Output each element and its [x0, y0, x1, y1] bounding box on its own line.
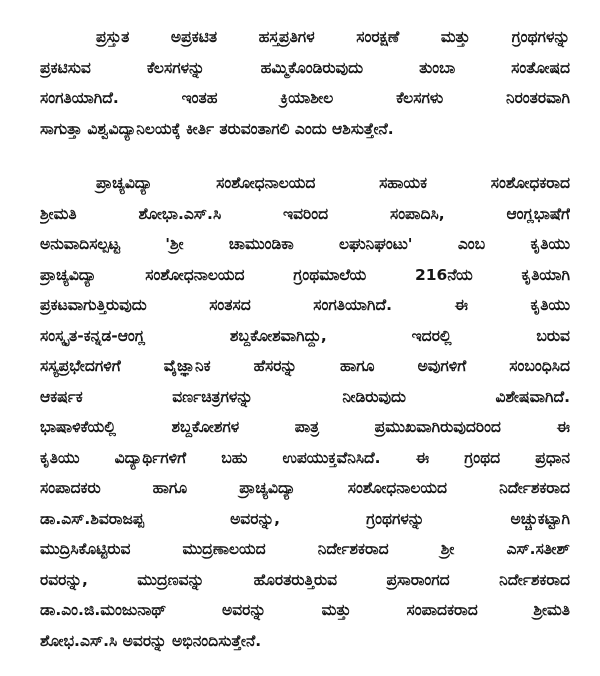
text-line: ಪ್ರಕಟವಾಗುತ್ತಿರುವುದು ಸಂತಸದ ಸಂಗತಿಯಾಗಿದೆ. ಈ ಕೃತಿಯು — [40, 296, 570, 314]
text-line: ಸಸ್ಯಪ್ರಭೇದಗಳಿಗೆ ವೈಜ್ಞಾನಿಕ ಹೆಸರನ್ನು ಹಾಗೂ ಅವುಗಳಿಗೆ ಸಂಬಂಧಿಸಿದ — [40, 357, 570, 375]
paragraph-acknowledgement — [40, 168, 570, 656]
text-line: ಡಾ.ಎಸ್.ಶಿವರಾಜಪ್ಪ ಅವರನ್ನು, ಗ್ರಂಥಗಳನ್ನು ಅಚ್ಚುಕಟ್ಟಾಗಿ — [40, 509, 570, 528]
text-line: ಭಾಷಾಳಿಕೆಯಲ್ಲಿ ಶಬ್ದಕೋಶಗಳ ಪಾತ್ರ ಪ್ರಮುಖವಾಗಿರುವುದರಿಂದ ಈ — [40, 418, 570, 436]
paragraph-appreciation — [40, 22, 570, 144]
text-line: ಪ್ರಾಚ್ಯವಿದ್ಯಾ ಸಂಶೋಧನಾಲಯದ ಗ್ರಂಥಮಾಲೆಯ 216ನೆಯ ಕೃತಿಯಾಗಿ — [40, 265, 570, 284]
text-line: ಆಕರ್ಷಕ ವರ್ಣಚಿತ್ರಗಳನ್ನು ನೀಡಿರುವುದು ವಿಶೇಷವಾಗಿದೆ. — [40, 387, 570, 406]
text-line: ಶೋಭ.ಎಸ್.ಸಿ ಅವರನ್ನು ಅಭಿನಂದಿಸುತ್ತೇನೆ. — [40, 631, 262, 650]
text-line: ಶ್ರೀಮತಿ ಶೋಭಾ.ಎಸ್.ಸಿ ಇವರಿಂದ ಸಂಪಾದಿಸಿ, ಆಂಗ್ಲಭಾಷೆಗೆ — [40, 204, 570, 223]
text-line: ಪ್ರಾಚ್ಯವಿದ್ಯಾ ಸಂಶೋಧನಾಲಯದ ಸಹಾಯಕ ಸಂಶೋಧಕರಾದ — [96, 174, 570, 192]
text-line: ಸಂಪಾದಕರು ಹಾಗೂ ಪ್ರಾಚ್ಯವಿದ್ಯಾ ಸಂಶೋಧನಾಲಯದ ನಿರ್ದೇಶಕರಾದ — [40, 479, 570, 497]
text-line: ಅನುವಾದಿಸಲ್ಪಟ್ಟ 'ಶ್ರೀ ಚಾಮುಂಡಿಕಾ ಲಘುನಿಘಂಟು' ಎಂಬ ಕೃತಿಯು — [40, 235, 570, 253]
text-line: ಸಂಸ್ಕೃತ-ಕನ್ನಡ-ಆಂಗ್ಲ ಶಬ್ದಕೋಶವಾಗಿದ್ದು, ಇದರಲ್ಲಿ ಬರುವ — [40, 326, 570, 345]
text-line: ಡಾ.ಎಂ.ಜಿ.ಮಂಜುನಾಥ್ ಅವರನ್ನು ಮತ್ತು ಸಂಪಾದಕರಾದ ಶ್ರೀಮತಿ — [40, 601, 570, 619]
text-line: ಕೃತಿಯು ವಿದ್ಯಾರ್ಥಿಗಳಿಗೆ ಬಹು ಉಪಯುಕ್ತವೆನಿಸಿದೆ. ಈ ಗ್ರಂಥದ ಪ್ರಧಾನ — [40, 448, 570, 467]
text-line: ಪ್ರಸ್ತುತ ಅಪ್ರಕಟಿತ ಹಸ್ತಪ್ರತಿಗಳ ಸಂರಕ್ಷಣೆ ಮತ್ತು ಗ್ರಂಥಗಳನ್ನು — [96, 28, 570, 46]
text-line: ರವರನ್ನು, ಮುದ್ರಣವನ್ನು ಹೊರತರುತ್ತಿರುವ ಪ್ರಸಾರಾಂಗದ ನಿರ್ದೇಶಕರಾದ — [40, 570, 570, 589]
text-line: ಪ್ರಕಟಿಸುವ ಕೆಲಸಗಳನ್ನು ಹಮ್ಮಿಕೊಂಡಿರುವುದು ತುಂಬಾ ಸಂತೋಷದ — [40, 58, 570, 77]
text-line: ಸಂಗತಿಯಾಗಿದೆ. ಇಂತಹ ಕ್ರಿಯಾಶೀಲ ಕೆಲಸಗಳು ನಿರಂತರವಾಗಿ — [40, 89, 570, 107]
text-line: ಮುದ್ರಿಸಿಕೊಟ್ಟಿರುವ ಮುದ್ರಣಾಲಯದ ನಿರ್ದೇಶಕರಾದ ಶ್ರೀ ಎಸ್.ಸತೀಶ್ — [40, 540, 570, 558]
text-line: ಸಾಗುತ್ತಾ ವಿಶ್ವವಿದ್ಯಾನಿಲಯಕ್ಕೆ ಕೀರ್ತಿ ತರುವಂತಾಗಲಿ ಎಂದು ಆಶಿಸುತ್ತೇನೆ. — [40, 119, 394, 138]
